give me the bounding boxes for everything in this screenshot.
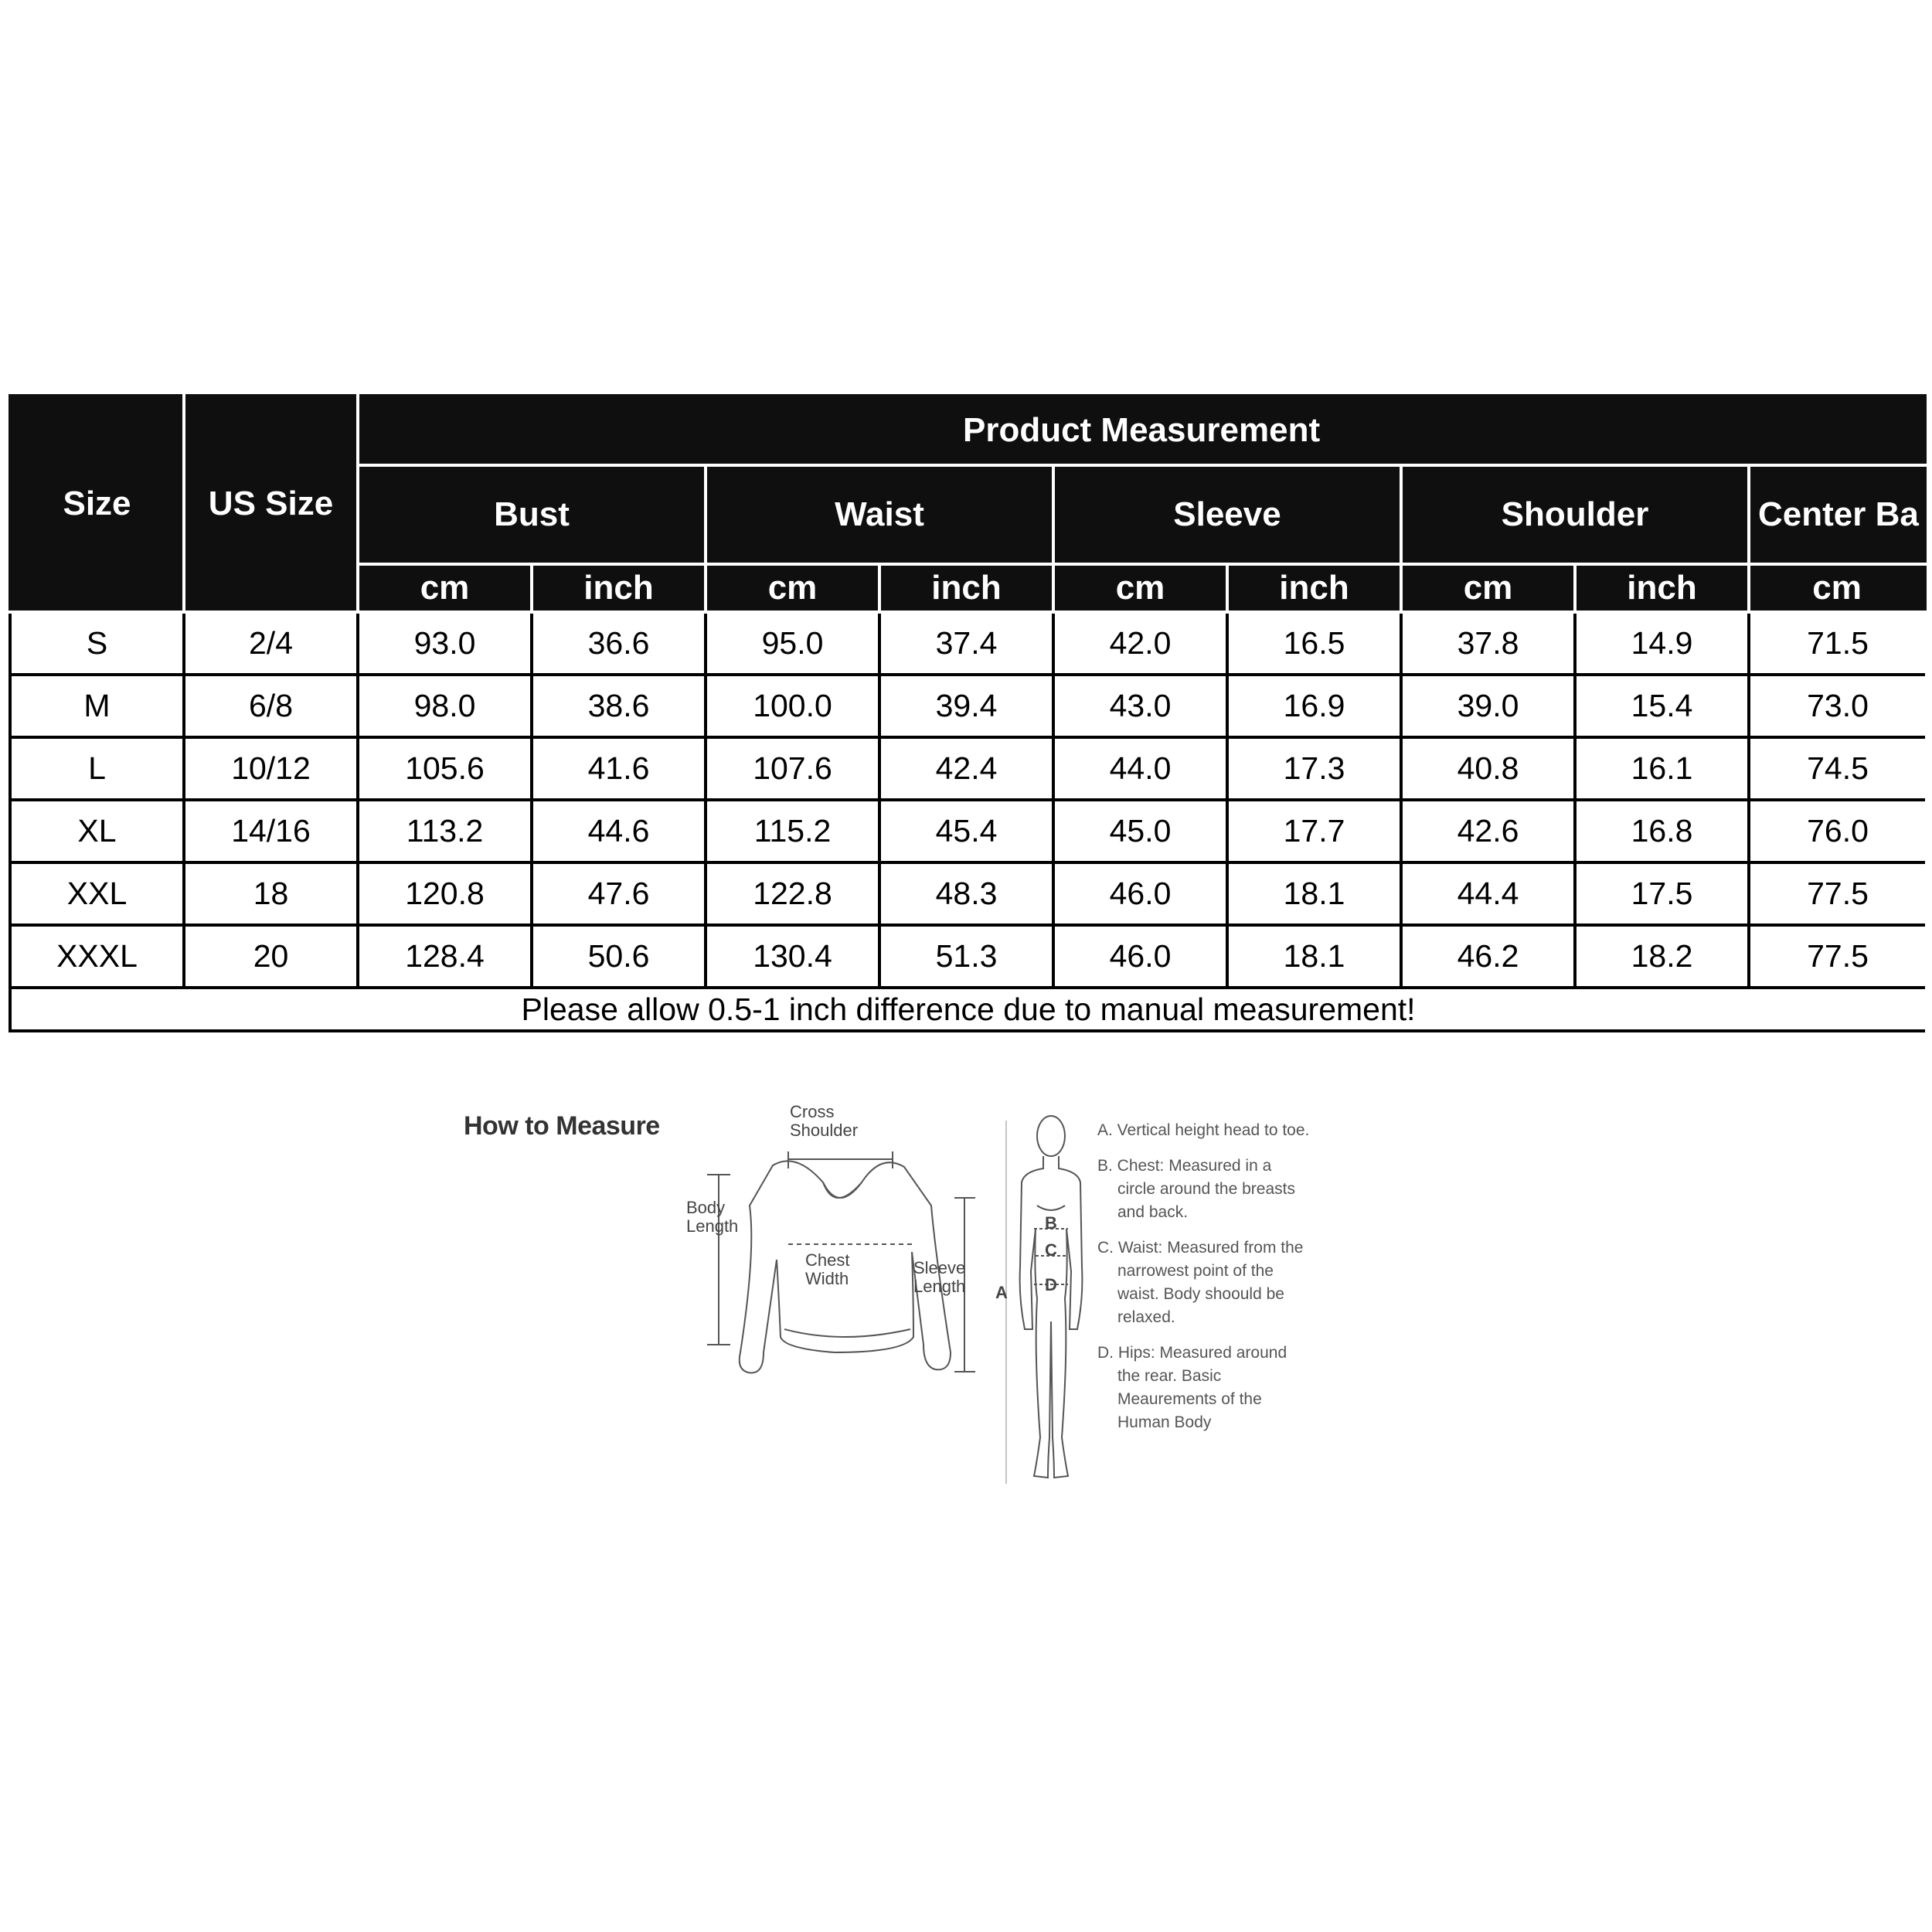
unit-header: inch [1227, 564, 1401, 612]
measurement-cell: 14.9 [1575, 612, 1749, 675]
cross-shoulder-label: Cross [790, 1102, 835, 1121]
measurement-cell: 95.0 [706, 612, 879, 675]
measurement-cell: 130.4 [706, 925, 879, 988]
sleeve-length-label: Sleeve [913, 1258, 966, 1277]
body-measurement-diagram [989, 1097, 1113, 1515]
measurement-cell: 100.0 [706, 675, 879, 737]
table-row [10, 862, 1925, 925]
note-c [1097, 1236, 1314, 1329]
size-cell: XXL [10, 862, 184, 925]
measurement-cell: 44.6 [532, 800, 706, 862]
measurement-cell: 51.3 [879, 925, 1053, 988]
measurement-cell: 18.1 [1227, 862, 1401, 925]
measurement-cell: 115.2 [706, 800, 879, 862]
measurement-cell: 40.8 [1401, 737, 1575, 800]
measurement-cell: 16.9 [1227, 675, 1401, 737]
size-chart-table [9, 394, 1927, 1032]
measurement-cell: 120.8 [358, 862, 532, 925]
measurement-cell: 15.4 [1575, 675, 1749, 737]
unit-header: cm [1401, 564, 1575, 612]
measurement-cell: 46.0 [1053, 925, 1227, 988]
size-cell: M [10, 675, 184, 737]
measurement-cell: 37.4 [879, 612, 1053, 675]
body-label-a: A [995, 1283, 1008, 1302]
group-header-sleeve: Sleeve [1053, 465, 1401, 564]
table-row [10, 737, 1925, 800]
measurement-cell: 128.4 [358, 925, 532, 988]
measurement-cell: 16.1 [1575, 737, 1749, 800]
measurement-cell: 17.5 [1575, 862, 1749, 925]
size-cell: XXXL [10, 925, 184, 988]
measurement-cell: 105.6 [358, 737, 532, 800]
measurement-cell: 42.0 [1053, 612, 1227, 675]
us-size-cell: 20 [184, 925, 358, 988]
measurement-cell: 44.4 [1401, 862, 1575, 925]
group-header-shoulder: Shoulder [1401, 465, 1749, 564]
us-size-cell: 2/4 [184, 612, 358, 675]
table-row [10, 800, 1925, 862]
note-text: C. Waist: Measured from the narrowest point of the waist. Body shoould be relaxed. [1097, 1239, 1304, 1326]
measurement-cell: 16.8 [1575, 800, 1749, 862]
measurement-cell: 77.5 [1749, 862, 1925, 925]
group-header-center-back: Center Ba [1749, 465, 1925, 564]
table-row [10, 925, 1925, 988]
measurement-cell: 113.2 [358, 800, 532, 862]
unit-header: cm [358, 564, 532, 612]
table-row [10, 675, 1925, 737]
note-d [1097, 1342, 1314, 1434]
measurement-cell: 38.6 [532, 675, 706, 737]
note-a [1097, 1119, 1314, 1142]
size-cell: XL [10, 800, 184, 862]
us-size-header: US Size [184, 396, 358, 612]
shirt-hem [784, 1329, 910, 1337]
size-cell: S [10, 612, 184, 675]
measurement-cell: 43.0 [1053, 675, 1227, 737]
size-table-body [10, 612, 1925, 988]
measurement-cell: 39.4 [879, 675, 1053, 737]
measurement-cell: 17.7 [1227, 800, 1401, 862]
measurement-cell: 37.8 [1401, 612, 1575, 675]
measurement-cell: 122.8 [706, 862, 879, 925]
size-cell: L [10, 737, 184, 800]
us-size-cell: 6/8 [184, 675, 358, 737]
measurement-cell: 39.0 [1401, 675, 1575, 737]
note-text: A. Vertical height head to toe. [1097, 1121, 1310, 1139]
sleeve-length-label: Length [913, 1277, 966, 1296]
measurement-cell: 50.6 [532, 925, 706, 988]
unit-header: cm [1749, 564, 1925, 612]
how-to-measure-title: How to Measure [464, 1111, 660, 1141]
measurement-cell: 46.0 [1053, 862, 1227, 925]
group-header-waist: Waist [706, 465, 1053, 564]
measurement-cell: 18.2 [1575, 925, 1749, 988]
note-text: D. Hips: Measured around the rear. Basic Meaurements of the Human Body [1097, 1344, 1287, 1431]
measurement-cell: 98.0 [358, 675, 532, 737]
measurement-cell: 48.3 [879, 862, 1053, 925]
unit-header: cm [1053, 564, 1227, 612]
body-outline [1020, 1156, 1083, 1478]
measurement-cell: 45.0 [1053, 800, 1227, 862]
measurement-cell: 46.2 [1401, 925, 1575, 988]
us-size-cell: 18 [184, 862, 358, 925]
measurement-note: Please allow 0.5-1 inch difference due to manual measurement! [10, 988, 1925, 1031]
measurement-cell: 47.6 [532, 862, 706, 925]
chest-width-label: Width [805, 1269, 849, 1288]
measurement-cell: 36.6 [532, 612, 706, 675]
body-bust-line [1037, 1206, 1065, 1210]
body-label-c: C [1045, 1240, 1057, 1260]
measurement-cell: 18.1 [1227, 925, 1401, 988]
measurement-cell: 77.5 [1749, 925, 1925, 988]
cross-shoulder-label: Shoulder [790, 1121, 859, 1140]
measurement-cell: 16.5 [1227, 612, 1401, 675]
measurement-cell: 45.4 [879, 800, 1053, 862]
measurement-notes [1097, 1119, 1314, 1447]
measurement-cell: 17.3 [1227, 737, 1401, 800]
body-length-label: Length [686, 1216, 739, 1236]
body-length-label: Body [686, 1198, 726, 1217]
us-size-cell: 14/16 [184, 800, 358, 862]
measurement-cell: 107.6 [706, 737, 879, 800]
measurement-cell: 42.6 [1401, 800, 1575, 862]
unit-header: inch [532, 564, 706, 612]
body-label-b: B [1045, 1213, 1057, 1233]
measurement-cell: 71.5 [1749, 612, 1925, 675]
table-row [10, 612, 1925, 675]
body-head [1037, 1116, 1065, 1156]
measurement-cell: 76.0 [1749, 800, 1925, 862]
note-b [1097, 1155, 1314, 1224]
unit-header: inch [879, 564, 1053, 612]
measurement-cell: 42.4 [879, 737, 1053, 800]
note-text: B. Chest: Measured in a circle around the breasts and back. [1097, 1157, 1295, 1221]
group-header-bust: Bust [358, 465, 706, 564]
shirt-measurement-diagram [626, 1097, 989, 1391]
unit-header: inch [1575, 564, 1749, 612]
measurement-cell: 41.6 [532, 737, 706, 800]
size-header: Size [10, 396, 184, 612]
product-measurement-header: Product Measurement [358, 396, 1925, 465]
measurement-cell: 73.0 [1749, 675, 1925, 737]
chest-width-label: Chest [805, 1250, 850, 1270]
how-to-measure-section [433, 1097, 1314, 1530]
measurement-cell: 44.0 [1053, 737, 1227, 800]
body-label-d: D [1045, 1275, 1057, 1294]
unit-header: cm [706, 564, 879, 612]
measurement-cell: 93.0 [358, 612, 532, 675]
us-size-cell: 10/12 [184, 737, 358, 800]
measurement-cell: 74.5 [1749, 737, 1925, 800]
